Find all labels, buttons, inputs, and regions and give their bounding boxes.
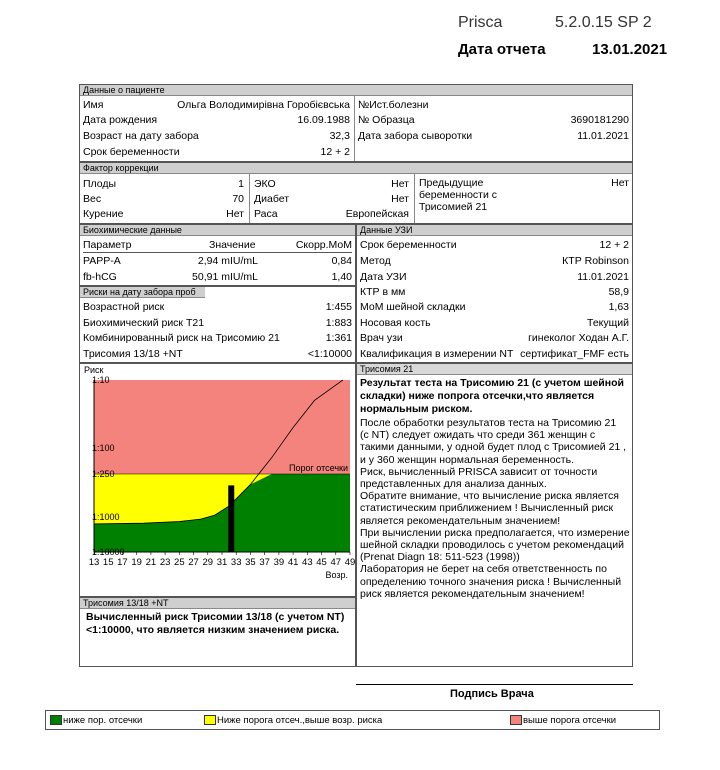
biochem-mom: 1,40 [331,271,352,283]
t21-line: (Prenat Diagn 18: 511-523 (1998)) [360,551,520,564]
us-value: КТР Robinson [562,255,629,267]
legend-label-low: ниже пор. отсечки [63,715,143,726]
birth-value: 16.09.1988 [297,114,350,126]
legend-label-intermediate: Ниже порога отсеч.,выше возр. риска [217,715,383,726]
biochem-row [83,270,352,285]
x-tick-label: 17 [117,557,128,568]
report-date: 13.01.2021 [592,41,668,58]
x-tick-label: 37 [259,557,270,568]
correction-section-title: Фактор коррекции [80,163,632,174]
patient-section-title: Данные о пациенте [80,85,632,96]
biochem-row [83,254,352,269]
prev-label-1: Предыдущие [419,177,484,189]
us-value: сертификат_FMF есть [520,348,629,360]
signature-label: Подпись Врача [450,688,534,700]
prev-label-2: беременности с [419,189,498,201]
us-label: Метод [360,255,391,267]
t21-line: является рекомендательным значением! [360,514,561,527]
risk-label: Комбинированный риск на Трисомию 21 [83,332,280,344]
age-value: 32,3 [329,130,350,142]
us-value: гинеколог Ходан А.Г. [528,332,629,344]
t21-section-title: Трисомия 21 [357,364,632,375]
t13-18-result: Вычисленный риск Трисомии 13/18 (с учетом NT) <1:10000, что является низким значением риска. [86,611,345,636]
y-tick-label: 1:10 [92,375,110,385]
us-label: КТР в мм [360,286,406,298]
t21-line: Риск, вычисленный PRISCA зависит от точности [360,465,598,478]
us-label: МоМ шейной складки [360,301,466,313]
chart-title: Риск [84,365,104,375]
ivf-value: Нет [391,178,409,190]
biochem-value: 2,94 mIU/mL [197,255,258,267]
y-tick-label: 1:250 [92,469,115,479]
t21-line: После обработки результатов теста на Трисомию 21 [360,417,617,429]
legend-swatch-low [50,715,62,725]
patient-risk-marker [228,485,234,552]
x-tick-label: 27 [188,557,199,568]
smoking-value: Нет [226,208,244,220]
y-tick-label: 1:1000 [92,512,120,522]
t13-18-section [79,597,356,667]
biochem-param: fb-hCG [83,271,117,283]
us-value: Текущий [587,317,629,329]
t21-result: Результат теста на Трисомию 21 (с учетом шейной складки) ниже попрога отсечки,что является нормальным риском. [360,377,624,415]
t21-line: определению точного значения риска ! Вычисленный [360,575,622,588]
signature-line [356,684,633,685]
biochem-param: PAPP-A [83,255,121,267]
risks-section [79,286,356,363]
biochem-mom: 0,84 [331,255,352,267]
race-value: Европейская [345,208,409,220]
history-label: №Ист.болезни [358,99,429,111]
us-value: 1,63 [608,301,629,313]
x-tick-label: 33 [230,557,242,568]
x-tick-label: 35 [245,557,256,568]
ivf-label: ЭКО [254,178,276,190]
y-tick-label: 1:10000 [92,547,125,557]
cutoff-label: Порог отсечки [289,463,348,473]
us-label: Квалификация в измерении NT [360,348,514,360]
t21-line: При вычислении риска предполагается, что измерение [360,526,630,539]
t21-line: шейной складки проводилось с учетом рекомендаций [360,539,624,552]
smoking-label: Курение [83,208,124,220]
app-name: Prisca [458,14,503,31]
sample-label: № Образца [358,114,415,126]
y-tick-label: 1:100 [92,443,115,453]
biochem-col-param: Параметр [83,239,132,251]
patient-section [79,84,633,162]
t21-line: и у 360 женщин нормальная беременность. [360,453,574,466]
serum-date-label: Дата забора сыворотки [358,130,473,142]
diabetes-value: Нет [391,193,409,205]
legend-label-high: выше порога отсечки [523,715,617,726]
us-value: 12 + 2 [599,239,629,251]
x-tick-label: 45 [316,557,327,568]
risks-section-title: Риски на дату забора проб [80,287,205,298]
x-tick-label: 41 [287,557,299,568]
risk-chart [80,364,355,596]
t13-18-section-title: Трисомия 13/18 +NT [80,598,355,609]
diabetes-label: Диабет [254,193,290,205]
x-axis-label: Возр. [325,570,348,580]
x-tick-label: 13 [88,557,100,568]
x-tick-label: 19 [131,557,142,568]
x-tick-label: 21 [145,557,157,568]
serum-date-value: 11.01.2021 [577,130,629,142]
risk-value: 1:361 [325,332,352,344]
risk-chart-section [79,363,356,597]
us-value: 58,9 [608,286,629,298]
risk-label: Трисомия 13/18 +NT [83,348,183,360]
x-tick-label: 29 [202,557,214,568]
sample-value: 3690181290 [570,114,629,126]
name-value: Ольга Володимирівна Горобієвська [177,99,350,111]
t21-line: риск является рекомендательным значением! [360,587,585,600]
x-tick-label: 25 [174,557,185,568]
risk-label: Возрастной риск [83,301,165,313]
t21-line: Лаборатория не берет на себя ответственность по [360,563,607,576]
ga-label: Срок беременности [83,146,180,158]
report-date-label: Дата отчета [458,41,546,58]
legend-swatch-intermediate [204,715,216,725]
name-label: Имя [83,99,104,111]
race-label: Раса [254,208,278,220]
ultrasound-section [356,224,633,363]
birth-label: Дата рождения [83,114,158,126]
risk-value: 1:883 [325,317,352,329]
age-label: Возраст на дату забора [83,130,199,142]
us-label: Носовая кость [360,317,431,329]
x-tick-label: 43 [302,557,313,568]
x-tick-label: 15 [102,557,114,568]
x-tick-label: 23 [159,557,171,568]
t21-line: такими данными, у одной будет плод с Трисомией 21 , [360,441,627,454]
t21-explanation [360,417,634,600]
t21-line: (с NT) следует ожидать что среди 361 женщин с [360,429,596,442]
prev-value: Нет [611,177,629,189]
weight-value: 70 [232,193,244,205]
x-tick-label: 39 [273,557,285,568]
biochem-section [79,224,356,286]
t21-line: Обратите внимание, что вычисление риска является [360,490,619,503]
weight-label: Вес [83,193,102,205]
risk-label: Биохимический риск T21 [83,317,205,329]
legend-swatch-high [510,715,522,725]
us-value: 11.01.2021 [577,271,629,283]
ga-value: 12 + 2 [320,146,350,158]
t21-line: представленных для анализа данных. [360,478,547,491]
fetuses-label: Плоды [83,178,117,190]
us-label: Дата УЗИ [360,271,407,283]
biochem-value: 50,91 mIU/mL [192,271,258,283]
x-tick-label: 31 [216,557,228,568]
correction-section [79,162,633,224]
biochem-col-value: Значение [209,239,256,251]
x-tick-label: 47 [330,557,342,568]
risk-value: 1:455 [325,301,352,313]
prev-label-3: Трисомией 21 [419,201,488,213]
ultrasound-section-title: Данные УЗИ [357,225,632,236]
legend-bar [45,710,660,730]
us-label: Врач узи [360,332,403,344]
us-label: Срок беременности [360,239,457,251]
biochem-col-mom: Скорр.МоМ [295,239,352,251]
risk-value: <1:10000 [307,348,352,360]
app-version: 5.2.0.15 SP 2 [555,14,652,31]
biochem-section-title: Биохимические данные [80,225,355,236]
x-tick-label: 49 [344,557,355,568]
fetuses-value: 1 [238,178,244,190]
t21-section [356,363,633,667]
t21-line: статистическим приближением ! Вычисленный риск [360,502,614,515]
